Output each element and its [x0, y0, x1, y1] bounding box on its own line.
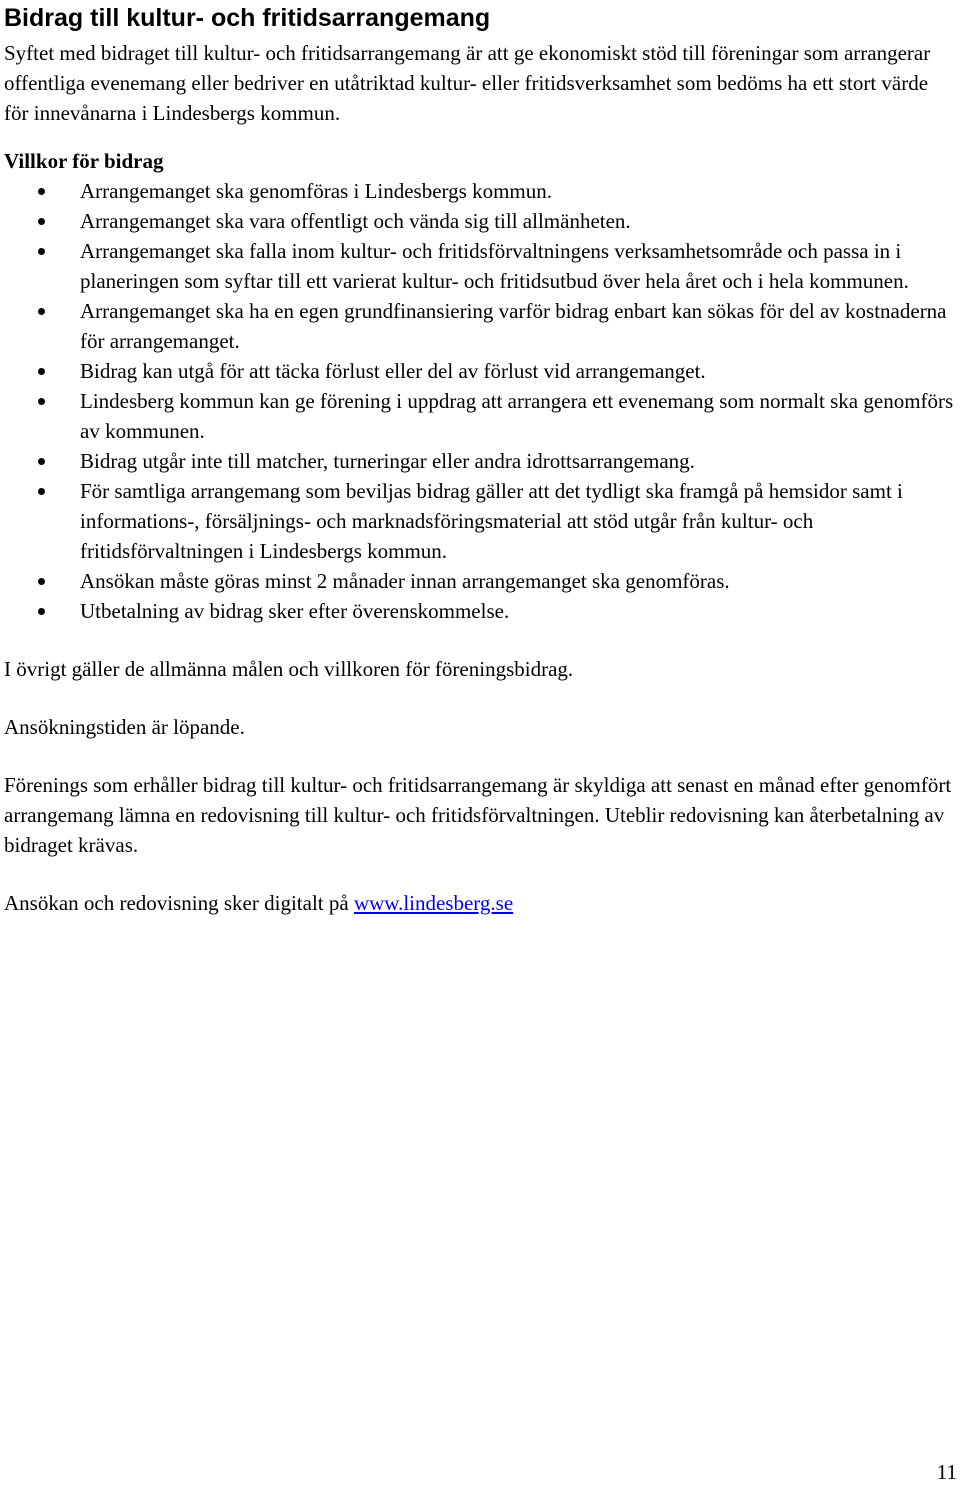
list-item	[4, 446, 956, 476]
application-period-paragraph: Ansökningstiden är löpande.	[4, 715, 245, 739]
list-item-text: Bidrag utgår inte till matcher, turneringar eller andra idrottsarrangemang.	[80, 449, 695, 473]
conditions-heading: Villkor för bidrag	[4, 149, 164, 173]
reporting-paragraph: Förenings som erhåller bidrag till kultur- och fritidsarrangemang är skyldiga att senast en månad efter genomfört arrangemang lämna en redovisning till kultur- och fritidsförvaltningen. Uteblir redovisning kan återbetalning av bidraget krävas.	[4, 773, 952, 857]
list-item	[4, 176, 956, 206]
list-item	[4, 356, 956, 386]
document-page	[4, 0, 956, 918]
intro-paragraph: Syftet med bidraget till kultur- och fritidsarrangemang är att ge ekonomiskt stöd till föreningar som arrangerar offentliga evenemang eller bedriver en utåtriktad kultur- eller fritidsverksamhet som bedöms ha ett stort värde för innevånarna i Lindesbergs kommun.	[4, 41, 931, 125]
bullet-icon	[38, 248, 45, 255]
document-title: Bidrag till kultur- och fritidsarrangemang	[4, 4, 491, 32]
bullet-icon	[38, 218, 45, 225]
general-terms-paragraph: I övrigt gäller de allmänna målen och villkoren för föreningsbidrag.	[4, 657, 574, 681]
page-number: 11	[936, 1460, 957, 1484]
bullet-icon	[38, 608, 45, 615]
bullet-icon	[38, 368, 45, 375]
list-item	[4, 296, 956, 356]
list-item	[4, 476, 956, 566]
digital-application-text: Ansökan och redovisning sker digitalt på	[4, 891, 354, 915]
list-item	[4, 386, 956, 446]
list-item-text: Lindesberg kommun kan ge förening i uppdrag att arrangera ett evenemang som normalt ska genomförs av kommunen.	[80, 389, 954, 443]
bullet-icon	[38, 308, 45, 315]
website-link[interactable]: www.lindesberg.se	[353, 891, 514, 915]
list-item-text: Arrangemanget ska ha en egen grundfinansiering varför bidrag enbart kan sökas för del av kostnaderna för arrangemanget.	[80, 299, 947, 353]
bullet-icon	[38, 398, 45, 405]
bullet-icon	[38, 488, 45, 495]
list-item-text: Bidrag kan utgå för att täcka förlust eller del av förlust vid arrangemanget.	[80, 359, 706, 383]
list-item-text: Arrangemanget ska genomföras i Lindesbergs kommun.	[80, 179, 552, 203]
list-item	[4, 596, 956, 626]
bullet-icon	[38, 188, 45, 195]
list-item	[4, 206, 956, 236]
list-item-text: Arrangemanget ska vara offentligt och vända sig till allmänheten.	[80, 209, 631, 233]
list-item	[4, 566, 956, 596]
digital-application-paragraph	[4, 888, 956, 918]
list-item	[4, 236, 956, 296]
list-item-text: Utbetalning av bidrag sker efter överenskommelse.	[80, 599, 510, 623]
list-item-text: Ansökan måste göras minst 2 månader innan arrangemanget ska genomföras.	[80, 569, 730, 593]
bullet-icon	[38, 578, 45, 585]
bullet-icon	[38, 458, 45, 465]
conditions-list	[4, 176, 956, 626]
list-item-text: Arrangemanget ska falla inom kultur- och fritidsförvaltningens verksamhetsområde och passa in i planeringen som syftar till ett varierat kultur- och fritidsutbud över hela året och i hela kommunen.	[80, 239, 909, 293]
list-item-text: För samtliga arrangemang som beviljas bidrag gäller att det tydligt ska framgå på hemsidor samt i informations-, försäljnings- och marknadsföringsmaterial att stöd utgår från kultur- och fritidsförvaltningen i Lindesbergs kommun.	[80, 479, 903, 563]
